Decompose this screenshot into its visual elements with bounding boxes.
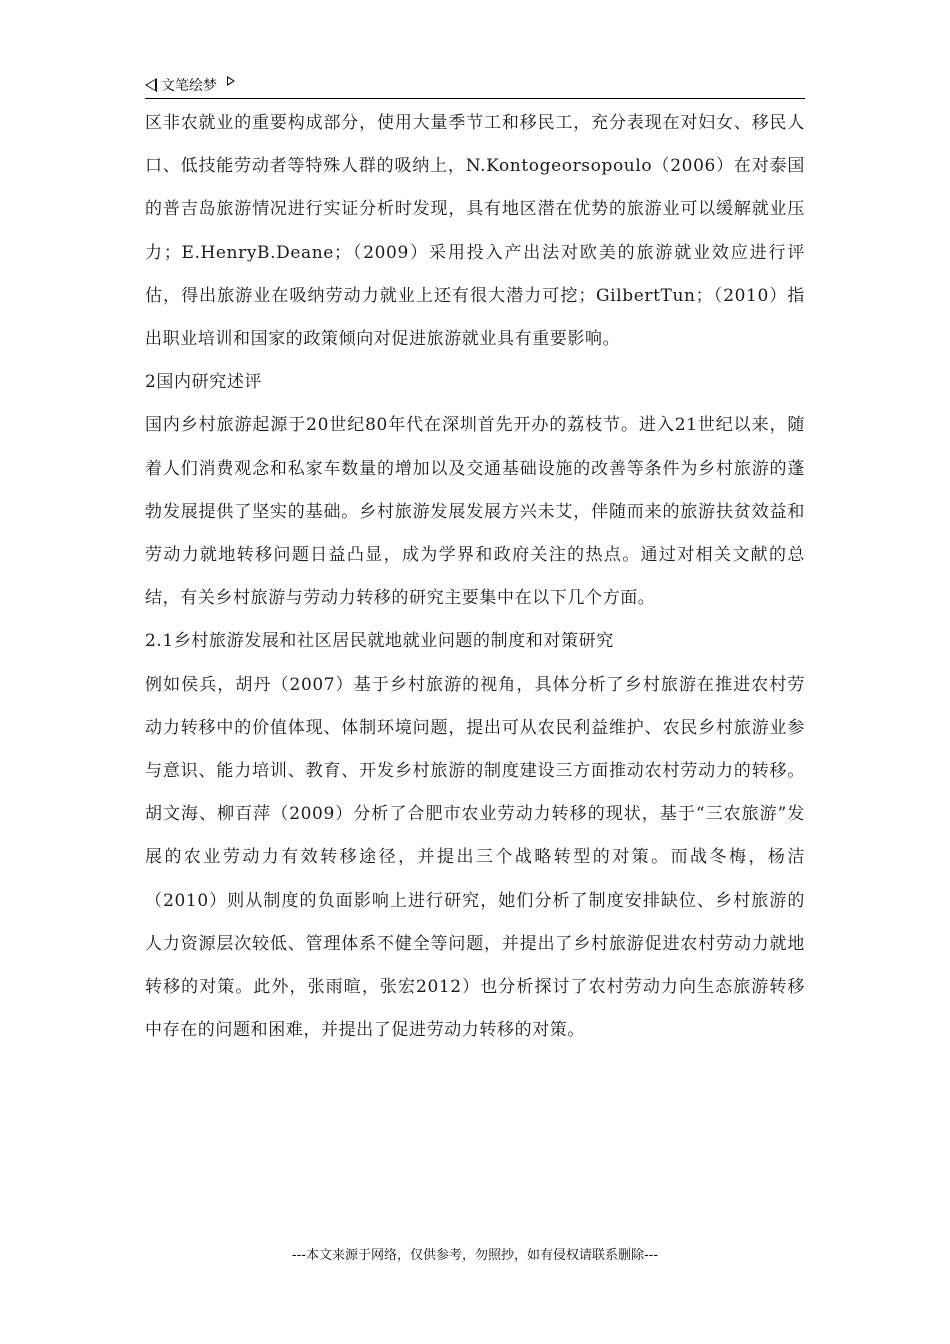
paragraph-foreign-research: 区非农就业的重要构成部分，使用大量季节工和移民工，充分表现在对妇女、移民人口、低技能劳动者等特殊人群的吸纳上，N.Kontogeorsopoulo（2006）在对泰国的普吉岛旅游情况进行实证分析时发现，具有地区潜在优势的旅游业可以缓解就业压力；E.HenryB.Deane；（2009）采用投入产出法对欧美的旅游就业效应进行评估，得出旅游业在吸纳劳动力就业上还有很大潜力可挖；GilbertTun；（2010）指出职业培训和国家的政策倾向对促进旅游就业具有重要影响。 [145, 113, 805, 350]
right-triangle-icon [227, 76, 235, 86]
paragraph-domestic-overview: 国内乡村旅游起源于20世纪80年代在深圳首先开办的荔枝节。进入21世纪以来，随着人们消费观念和私家车数量的增加以及交通基础设施的改善等条件为乡村旅游的蓬勃发展提供了坚实的基础。乡村旅游发展发展方兴未艾，伴随而来的旅游扶贫效益和劳动力就地转移问题日益凸显，成为学界和政府关注的热点。通过对相关文献的总结，有关乡村旅游与劳动力转移的研究主要集中在以下几个方面。 [145, 415, 805, 609]
header-brand: 文笔绘梦 [161, 78, 217, 94]
paragraph-policy-research: 例如侯兵，胡丹（2007）基于乡村旅游的视角，具体分析了乡村旅游在推进农村劳动力转移中的价值体现、体制环境问题，提出可从农民利益维护、农民乡村旅游业参与意识、能力培训、教育、开发乡村旅游的制度建设三方面推动农村劳动力的转移。胡文海、柳百萍（2009）分析了合肥市农业劳动力转移的现状，基于“三农旅游”发展的农业劳动力有效转移途径，并提出三个战略转型的对策。而战冬梅，杨洁（2010）则从制度的负面影响上进行研究，她们分析了制度安排缺位、乡村旅游的人力资源层次较低、管理体系不健全等问题，并提出了乡村旅游促进农村劳动力就地转移的对策。此外，张雨暄，张宏2012）也分析探讨了农村劳动力向生态旅游转移中存在的问题和困难，并提出了促进劳动力转移的对策。 [145, 674, 805, 1041]
page-header [145, 72, 805, 99]
footer-disclaimer: ---本文来源于网络，仅供参考，勿照抄，如有侵权请联系删除--- [291, 1248, 659, 1263]
document-body [145, 102, 805, 1052]
section-heading-domestic-review: 2国内研究述评 [145, 372, 263, 393]
left-triangle-icon [145, 78, 157, 92]
subsection-heading-2-1: 2.1乡村旅游发展和社区居民就地就业问题的制度和对策研究 [145, 631, 614, 652]
